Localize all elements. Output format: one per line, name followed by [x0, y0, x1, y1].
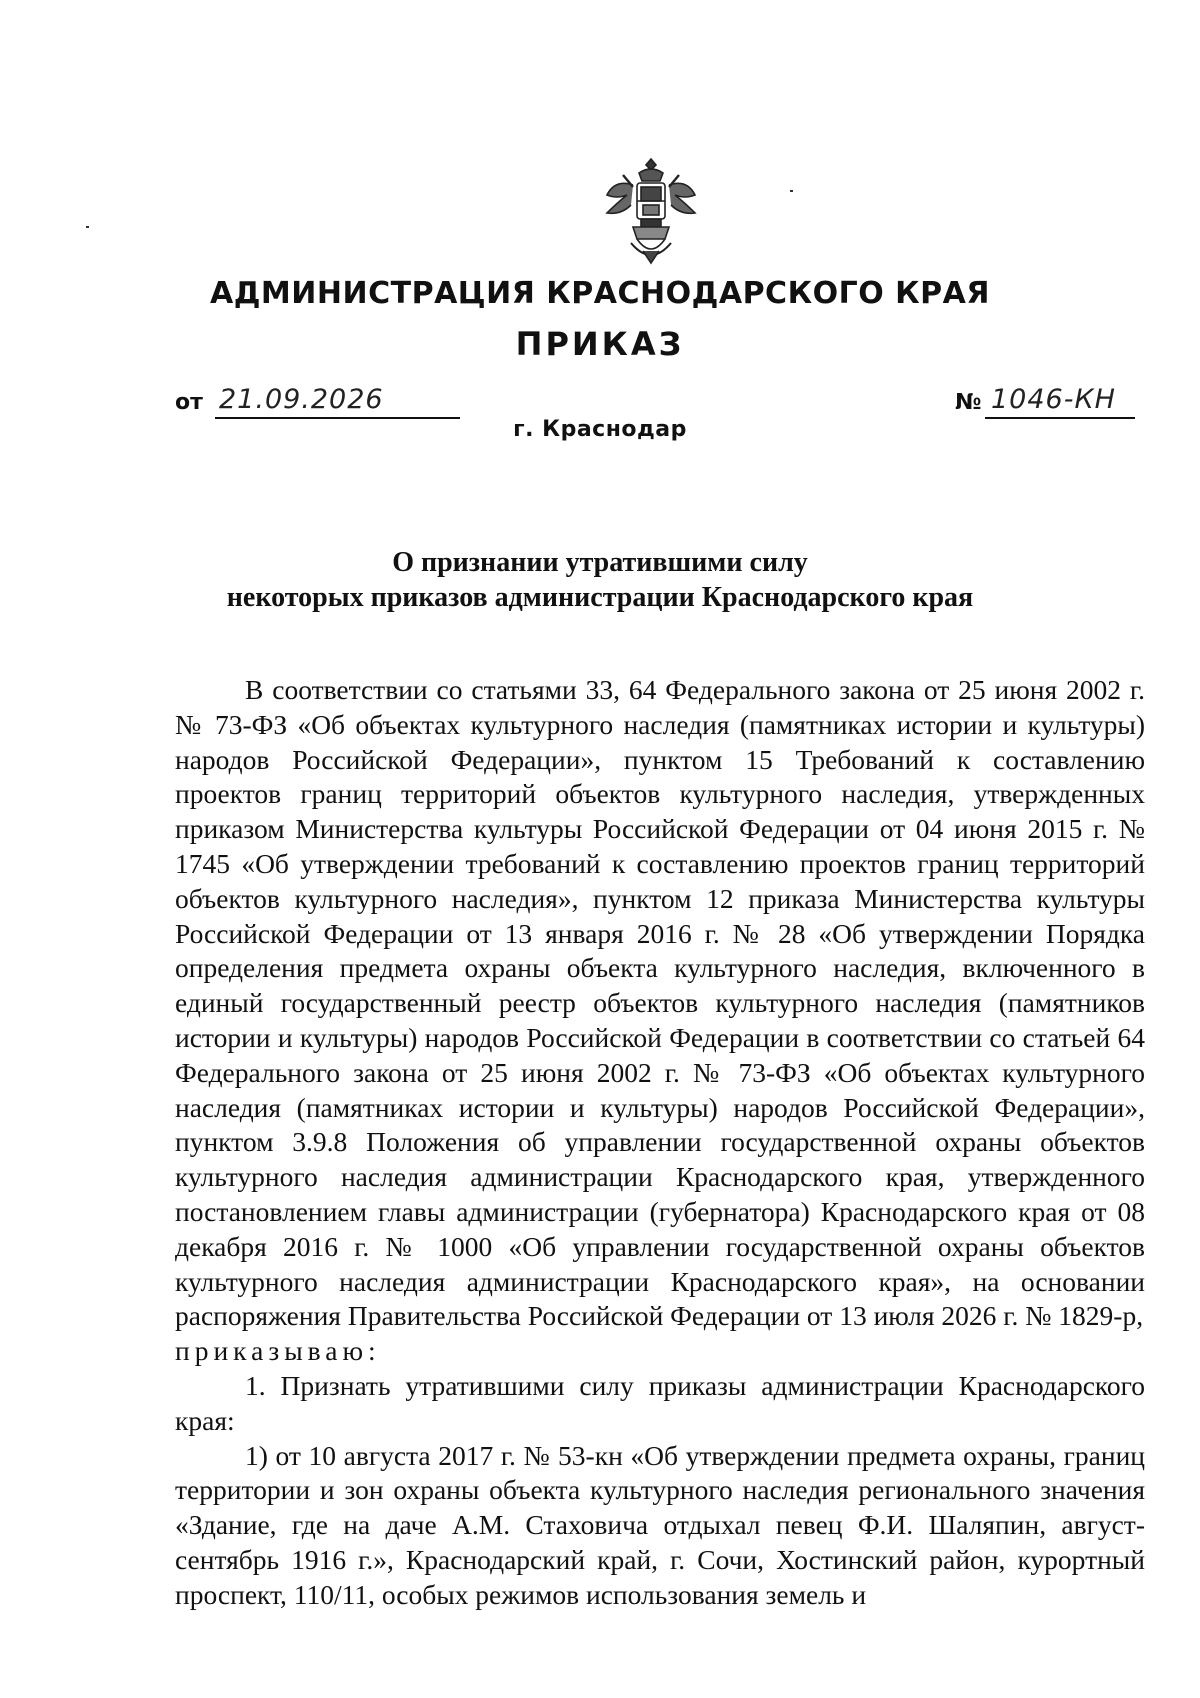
date-value: 21.09.2026 [219, 384, 384, 415]
scan-speck [790, 190, 793, 192]
preamble-paragraph: В соответствии со статьями 33, 64 Федерального закона от 25 июня 2002 г. № 73-ФЗ «Об объектах культурного наследия (памятниках истории и культуры) народов Российской Федерации», пунктом 15 Требований к составлению проектов границ территорий объектов культурного наследия, утвержденных приказом Министерства культуры Российской Федерации от 04 июня 2015 г. № 1745 «Об утверждении требований к составлению проектов границ территорий объектов культурного наследия», пунктом 12 приказа Министерства культуры Российской Федерации от 13 января 2016 г. № 28 «Об утверждении Порядка определения предмета охраны объекта культурного наследия, включенного в единый государственный реестр объектов культурного наследия (памятников истории и культуры) народов Российской Федерации в соответствии со статьей 64 Федерального закона от 25 июня 2002 г. № 73-ФЗ «Об объектах культурного наследия (памятниках истории и культуры) народов Российской Федерации», пунктом 3.9.8 Положения об управлении государственной охраны объектов культурного наследия администрации Краснодарского края, утвержденного постановлением главы администрации (губернатора) Краснодарского края от 08 декабря 2016 г. № 1000 «Об управлении государственной охраны объектов культурного наследия администрации Краснодарского края», на основании распоряжения Правительства Российской Федерации от 13 июля 2026 г. № 1829-р, [175, 674, 1145, 1332]
document-title [0, 545, 1200, 615]
number-value: 1046-КН [991, 384, 1116, 415]
organization-name: АДМИНИСТРАЦИЯ КРАСНОДАРСКОГО КРАЯ [210, 276, 990, 311]
city: г. Краснодар [513, 417, 687, 442]
number-label: № [955, 390, 982, 415]
krasnodar-coat-of-arms-icon [603, 155, 699, 267]
subitem-1-paragraph: 1) от 10 августа 2017 г. № 53-кн «Об утверждении предмета охраны, границ территории и зон охраны объекта культурного наследия регионального значения «Здание, где на даче А.М. Стаховича отдыхал певец Ф.И. Шаляпин, август-сентябрь 1916 г.», Краснодарский край, г. Сочи, Хостинский район, курортный проспект, 110/11, особых режимов использования земель и [175, 1439, 1145, 1610]
scan-speck [86, 226, 89, 228]
item-1-paragraph: 1. Признать утратившими силу приказы администрации Краснодарского края: [175, 1369, 1145, 1436]
title-line-1: О признании утратившими силу [392, 547, 808, 578]
order-word: приказываю: [175, 1335, 381, 1367]
title-line-2: некоторых приказов администрации Краснодарского края [226, 582, 974, 613]
document-body [175, 673, 1145, 1613]
document-type: ПРИКАЗ [515, 325, 685, 363]
date-label: от [175, 390, 203, 415]
